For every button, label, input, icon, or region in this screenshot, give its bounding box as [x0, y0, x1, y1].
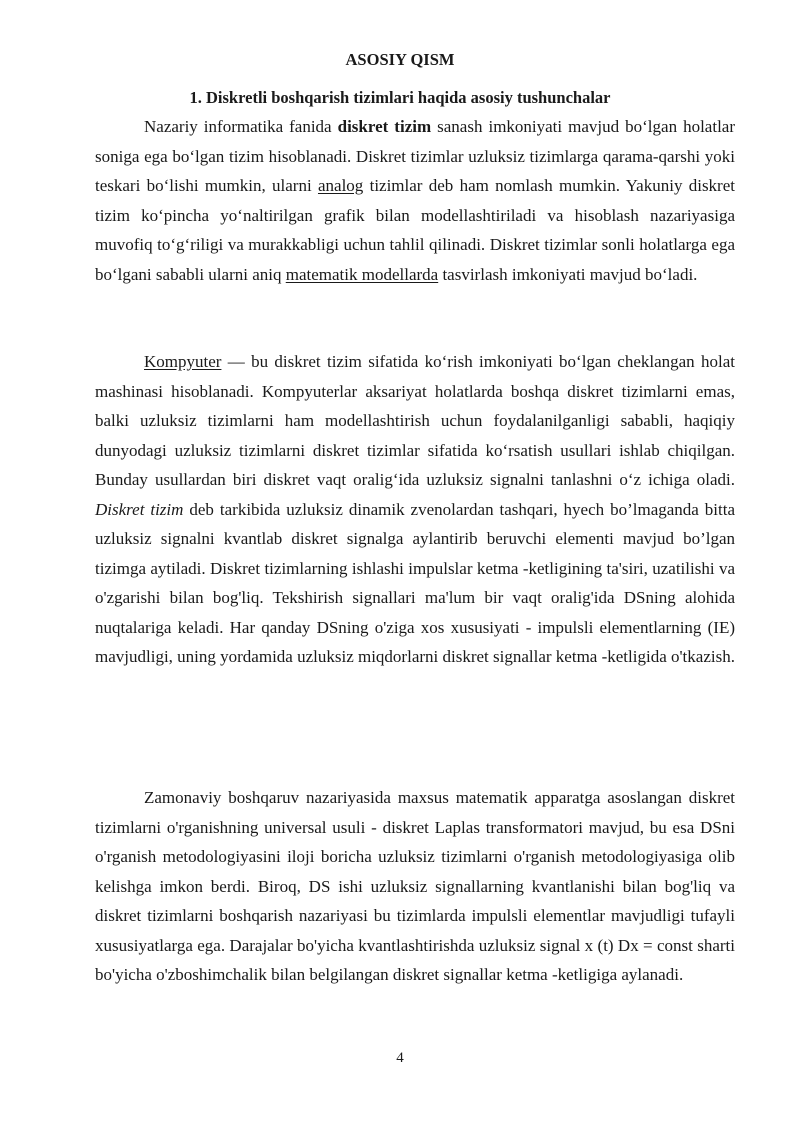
paragraph-text: deb tarkibida uzluksiz dinamik zvenolardan tashqari, hyech bo’lmaganda bitta uzluksiz signalni kvantlab diskret signalga aylantirib beruvchi elementi mavjud bo’lgan tizimga aytiladi. Diskret tizimlarning ishlashi impulslar ketma -ketligining ta'siri, uzatilishi va o'zgarishi bilan bog'liq. Tekshirish signallari ma'lum bir vaqt oralig'ida DSning alohida nuqtalariga keladi. Har qanday DSning o'ziga xos xususiyati - impulsli elementlarning (IE) mavjudligi, uning yordamida uzluksiz miqdorlarni diskret signallar ketma -ketligida o'tkazish. — [95, 499, 736, 666]
link-kompyuter[interactable]: Kompyuter — [144, 352, 222, 371]
link-matematik-modellarda[interactable]: matematik modellarda — [285, 264, 439, 284]
link-analog[interactable]: analog — [317, 176, 364, 195]
chapter-heading: 1. Diskretli boshqarish tizimlari haqida asosiy tushunchalar — [189, 88, 611, 107]
paragraph-text: Nazariy informatika fanida — [144, 117, 338, 136]
paragraph-text: — bu diskret tizim sifatida ko‘rish imkoniyati bo‘lgan cheklangan holat mashinasi hisoblanadi. Kompyuterlar aksariyat holatlarda boshqa diskret tizimlarni emas, balki uzluksiz tizimlarni ham modellashtirish uchun foydalanilganligi sababli, haqiqiy dunyodagi uzluksiz tizimlarni diskret tizimlar sifatida ko‘rsatish usullari ishlab chiqilgan. Bunday usullardan biri diskret vaqt oralig‘ida uzluksiz signalni tanlashni o‘z ichiga oladi. — [95, 352, 735, 489]
term-diskret-tizim: diskret tizim — [337, 117, 432, 136]
page-number: 4 — [396, 1050, 404, 1066]
term-diskret-tizim-italic: Diskret tizim — [95, 499, 184, 519]
section-heading: ASOSIY QISM — [345, 50, 455, 69]
paragraph-computer — [95, 347, 735, 672]
paragraph-text: sanash imkoniyati mavjud bo‘lgan holatlar soniga ega bo‘lgan tizim hisoblanadi. Diskret tizimlar uzluksiz tizimlarga qarama-qarshi yoki teskari bo‘lishi mumkin, ularni — [95, 117, 735, 195]
paragraph-text: tasvirlash imkoniyati mavjud bo‘ladi. — [438, 264, 698, 284]
paragraph-control-theory: Zamonaviy boshqaruv nazariyasida maxsus matematik apparatga asoslangan diskret tizimlarni o'rganishning universal usuli - diskret Laplas transformatori mavjud, bu esa DSni o'rganish metodologiyasini iloji boricha uzluksiz tizimlarni o'rganish metodologiyasiga olib kelishga imkon berdi. Biroq, DS ishi uzluksiz signallarning kvantlanishi bilan bog'liq va diskret tizimlarni boshqarish nazariyasi bu tizimlarda impulsli elementlar mavjudligi tufayli xususiyatlarga ega. Darajalar bo'yicha kvantlashtirishda uzluksiz signal x (t) Dx = const sharti bo'yicha o'zboshimchalik bilan belgilangan diskret signallar ketma -ketligiga aylanadi. — [95, 788, 735, 984]
paragraph-text: tizimlar deb ham nomlash mumkin. Yakuniy diskret tizim ko‘pincha yo‘naltirilgan grafik bilan modellashtiriladi va hisoblash nazariyasiga muvofiq to‘g‘riligi va murakkabligi uchun tahlil qilinadi. Diskret tizimlar sonli holatlarga ega bo‘lgani sababli ularni aniq — [95, 176, 735, 284]
paragraph-intro — [95, 112, 735, 289]
